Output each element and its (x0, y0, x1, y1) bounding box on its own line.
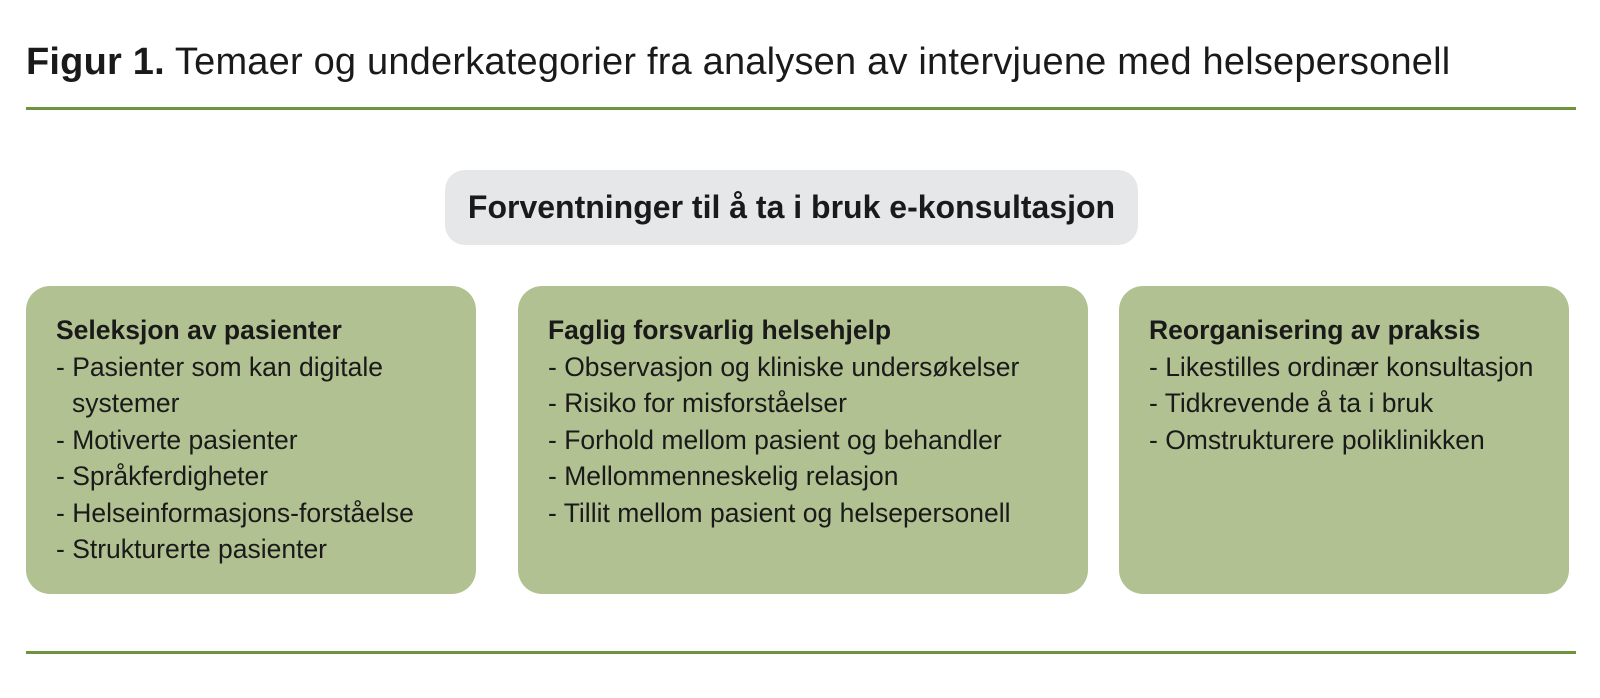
subcategory-list (1149, 349, 1549, 459)
subcategory-item: - Observasjon og kliniske undersøkelser (548, 349, 1068, 386)
figure-title: Temaer og underkategorier fra analysen av intervjuene med helsepersonell (174, 41, 1451, 83)
subcategory-item: - Helseinformasjons-forståelse (56, 495, 456, 532)
subcategory-list (56, 349, 456, 568)
theme-box-reorganisering (1119, 286, 1569, 594)
central-theme-label: Forventninger til å ta i bruk e-konsultasjon (467, 189, 1116, 225)
theme-title: Faglig forsvarlig helsehjelp (548, 315, 892, 345)
theme-box-seleksjon (26, 286, 476, 594)
subcategory-item: - Språkferdigheter (56, 458, 456, 495)
subcategory-item: - Forhold mellom pasient og behandler (548, 422, 1068, 459)
theme-title: Seleksjon av pasienter (56, 315, 342, 345)
top-divider (26, 107, 1576, 110)
subcategory-item: - Mellommenneskelig relasjon (548, 458, 1068, 495)
theme-box-faglig (518, 286, 1088, 594)
subcategory-item: - Omstrukturere poliklinikken (1149, 422, 1549, 459)
subcategory-item: - Risiko for misforståelser (548, 385, 1068, 422)
subcategory-item: - Likestilles ordinær konsultasjon (1149, 349, 1549, 386)
subcategory-item: - Tidkrevende å ta i bruk (1149, 385, 1549, 422)
theme-title: Reorganisering av praksis (1149, 315, 1481, 345)
figure-caption (26, 38, 1450, 86)
subcategory-item: - Strukturerte pasienter (56, 531, 456, 568)
subcategory-item: - Tillit mellom pasient og helsepersonell (548, 495, 1068, 532)
bottom-divider (26, 651, 1576, 654)
subcategory-item: - Motiverte pasienter (56, 422, 456, 459)
subcategory-item: - Pasienter som kan digitale systemer (56, 349, 456, 422)
figure-label: Figur 1. (26, 41, 165, 83)
central-theme-box (445, 170, 1138, 245)
subcategory-list (548, 349, 1068, 532)
